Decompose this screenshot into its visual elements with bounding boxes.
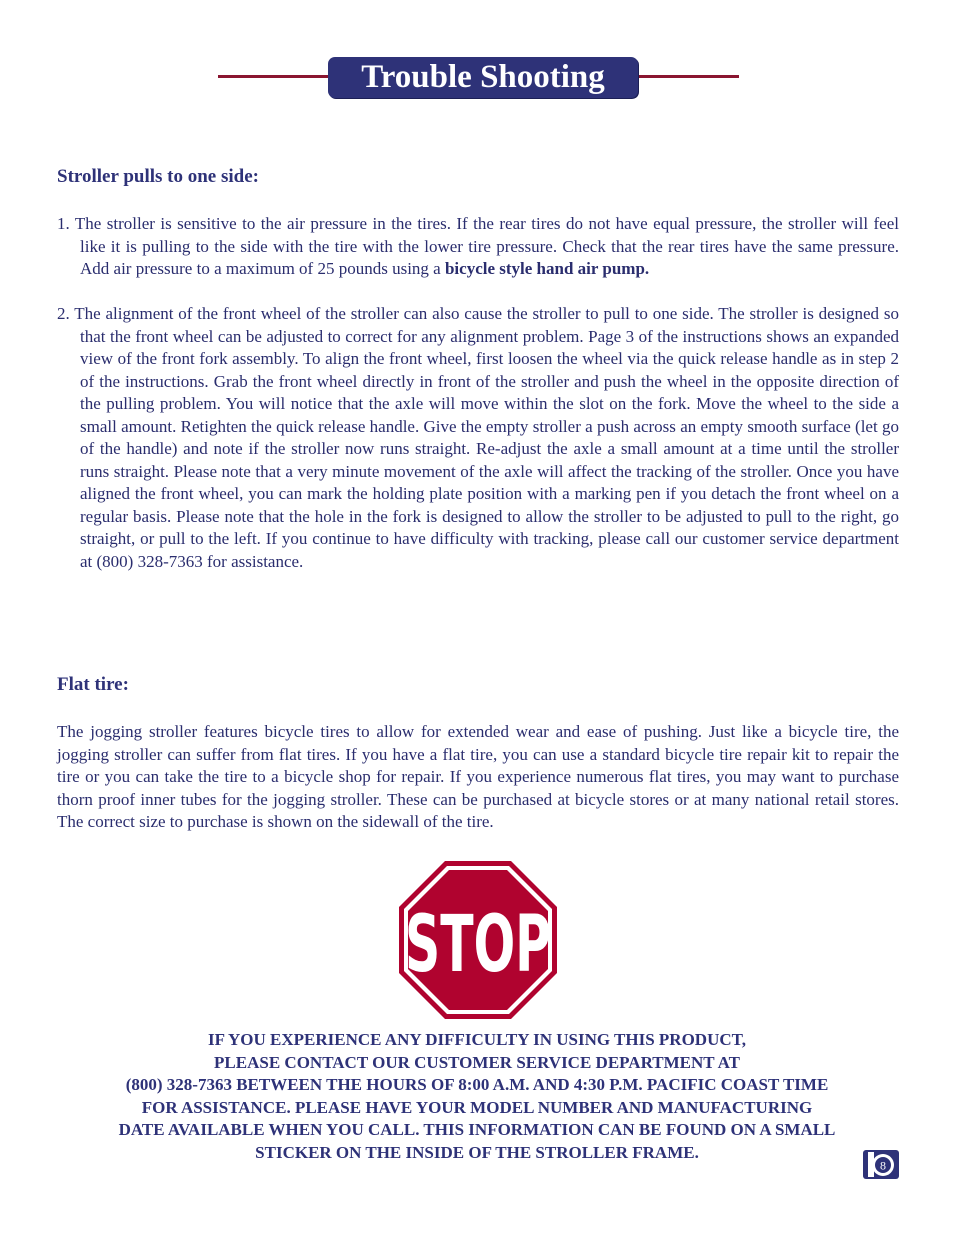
notice-line: STICKER ON THE INSIDE OF THE STROLLER FRAME.	[255, 1142, 699, 1162]
notice-line: DATE AVAILABLE WHEN YOU CALL. THIS INFORMATION CAN BE FOUND ON A SMALL	[118, 1120, 836, 1139]
stop-sign-icon	[398, 860, 558, 1020]
page-number: 8	[880, 1158, 886, 1173]
notice-line: IF YOU EXPERIENCE ANY DIFFICULTY IN USING THIS PRODUCT,	[208, 1030, 746, 1049]
item-bold-text: bicycle style hand air pump.	[444, 259, 650, 278]
section-heading-flat-tire: Flat tire:	[57, 674, 129, 695]
customer-service-notice	[60, 1029, 894, 1164]
item-text: 1. The stroller is sensitive to the air pressure in the tires. If the rear tires do not have equal pressure, the stroller will feel like it is pulling to the side with the tire with the lower tire pressure. Check that the rear tires have the same pressure. Add air pressure to a maximum of 25 pounds using a	[57, 214, 899, 278]
title-rule-right	[636, 75, 739, 78]
page-title: Trouble Shooting	[328, 57, 638, 98]
section-heading-stroller-pulls: Stroller pulls to one side:	[57, 166, 259, 187]
list-item-front-wheel-alignment: 2. The alignment of the front wheel of the stroller can also cause the stroller to pull to one side. The stroller is designed so that the front wheel can be adjusted to correct for any alignment problem. Page 3 of the instructions shows an expanded view of the front fork assembly. To align the front wheel, first loosen the wheel via the quick release handle as in step 2 of the instructions. Grab the front wheel directly in front of the stroller and push the wheel in the opposite direction of the pulling problem. You will notice that the axle will move within the slot on the fork. Move the wheel to the side a small amount. Retighten the quick release handle. Give the empty stroller a push across an empty smooth surface (let go of the handle) and note if the stroller now runs straight. Re-adjust the axle a small amount at a time until the stroller runs straight. Please note that a very minute movement of the axle will affect the tracking of the stroller. Once you have aligned the front wheel, you can mark the holding plate position with a marking pen if you detach the front wheel on a regular basis. Please note that the hole in the fork is designed to allow the stroller to be adjusted to pull to the right, go straight, or pull to the left. If you continue to have difficulty with tracking, please call our customer service department at (800) 328-7363 for assistance.	[57, 304, 899, 571]
notice-line: FOR ASSISTANCE. PLEASE HAVE YOUR MODEL NUMBER AND MANUFACTURING	[141, 1097, 813, 1117]
list-item-tire-pressure	[57, 213, 899, 281]
notice-line: (800) 328-7363 BETWEEN THE HOURS OF 8:00 A.M. AND 4:30 P.M. PACIFIC COAST TIME	[125, 1075, 829, 1094]
title-rule-left	[218, 75, 330, 78]
stop-sign-text: STOP	[405, 900, 551, 990]
flat-tire-paragraph: The jogging stroller features bicycle tires to allow for extended wear and ease of pushing. Just like a bicycle tire, the jogging stroller can suffer from flat tires. If you have a flat tire, you can use a standard bicycle tire repair kit to repair the tire or you can take the tire to a bicycle shop for repair. If you experience numerous flat tires, you may want to purchase thorn proof inner tubes for the jogging stroller. These can be purchased at bicycle stores or at many national retail stores. The correct size to purchase is shown on the sidewall of the tire.	[57, 722, 899, 831]
brand-logo-icon	[863, 1150, 899, 1179]
notice-line: PLEASE CONTACT OUR CUSTOMER SERVICE DEPARTMENT AT	[214, 1052, 740, 1072]
